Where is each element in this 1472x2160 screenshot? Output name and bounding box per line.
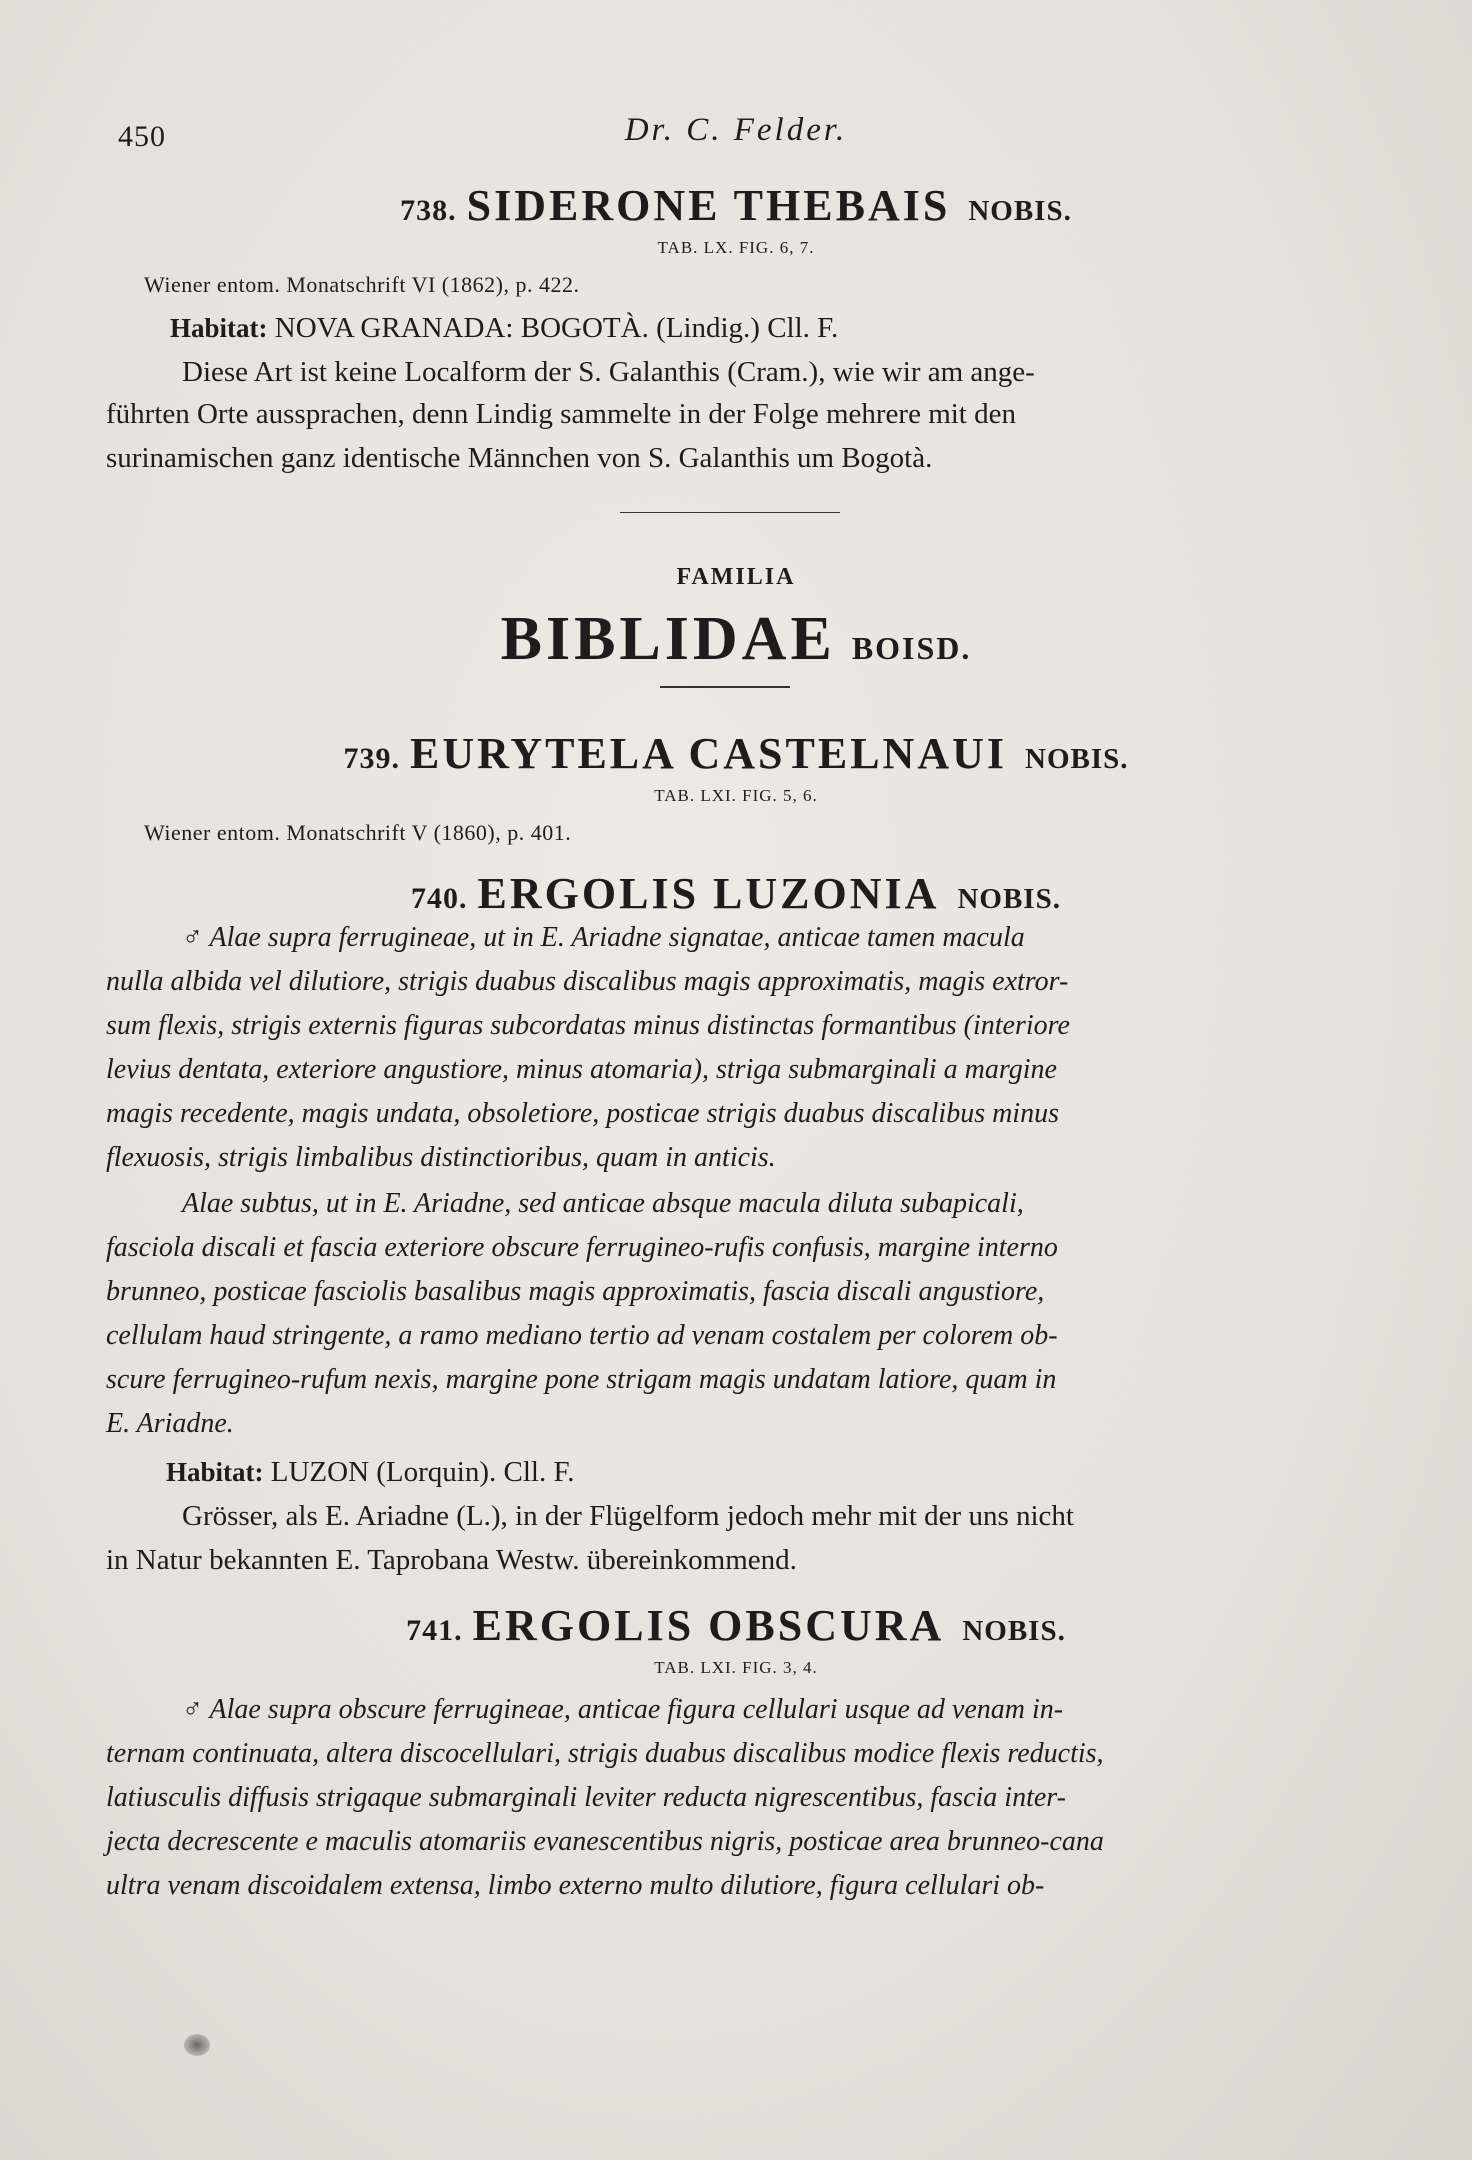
page-number: 450 <box>118 120 166 153</box>
latin-description-line: levius dentata, exteriore angustiore, minus atomaria), striga submarginali a margine <box>106 1054 1057 1085</box>
species-number: 741. <box>406 1614 463 1647</box>
latin-description-line: fasciola discali et fascia exteriore obscure ferrugineo-rufis confusis, margine interno <box>106 1232 1058 1263</box>
habitat-text: LUZON (Lorquin). Cll. F. <box>270 1456 575 1488</box>
species-author: NOBIS. <box>962 1615 1066 1647</box>
family-label: FAMILIA <box>676 564 796 590</box>
body-line: Diese Art ist keine Localform der S. Galanthis (Cram.), wie wir am ange- <box>182 356 1035 388</box>
species-number: 740. <box>411 882 468 915</box>
species-author: NOBIS. <box>957 883 1061 915</box>
running-header-author: Dr. C. Felder. <box>624 112 848 148</box>
species-author: NOBIS. <box>968 195 1072 227</box>
latin-description-line: magis recedente, magis undata, obsoletiore, posticae strigis duabus discalibus minus <box>106 1098 1059 1129</box>
latin-description-line: ternam continuata, altera discocellulari, strigis duabus discalibus modice flexis reductis, <box>106 1738 1104 1769</box>
latin-description-line: E. Ariadne. <box>106 1408 234 1439</box>
literature-reference: Wiener entom. Monatschrift V (1860), p. 401. <box>144 820 572 845</box>
latin-description-line: nulla albida vel dilutiore, strigis duabus discalibus magis approximatis, magis extror- <box>106 966 1069 997</box>
latin-description-line: jecta decrescente e maculis atomariis evanescentibus nigris, posticae area brunneo-cana <box>106 1826 1104 1857</box>
plate-reference: TAB. LXI. FIG. 5, 6. <box>654 786 818 805</box>
species-name: EURYTELA CASTELNAUI <box>409 729 1007 778</box>
family-author: BOISD. <box>851 630 972 666</box>
species-name: ERGOLIS OBSCURA <box>472 1601 945 1650</box>
habitat-line <box>170 312 838 345</box>
body-line: führten Orte aussprachen, denn Lindig sammelte in der Folge mehrere mit den <box>106 398 1016 430</box>
species-number: 738. <box>400 194 457 227</box>
species-heading-741 <box>0 1600 1472 1651</box>
latin-description-line: scure ferrugineo-rufum nexis, margine pone strigam magis undatam latiore, quam in <box>106 1364 1057 1395</box>
latin-description-line: ♂ Alae supra ferrugineae, ut in E. Ariadne signatae, anticae tamen macula <box>182 922 1025 953</box>
plate-reference: TAB. LX. FIG. 6, 7. <box>657 238 815 257</box>
latin-description-line: flexuosis, strigis limbalibus distinctioribus, quam in anticis. <box>106 1142 776 1173</box>
paper-stain <box>184 2034 210 2056</box>
latin-description-line: ultra venam discoidalem extensa, limbo externo multo dilutiore, figura cellulari ob- <box>106 1870 1045 1901</box>
literature-reference: Wiener entom. Monatschrift VI (1862), p. 422. <box>144 272 580 297</box>
habitat-label: Habitat: <box>166 1457 264 1487</box>
latin-description-line: ♂ Alae supra obscure ferrugineae, anticae figura cellulari usque ad venam in- <box>182 1694 1064 1725</box>
body-line: surinamischen ganz identische Männchen von S. Galanthis um Bogotà. <box>106 442 933 474</box>
plate-reference: TAB. LXI. FIG. 3, 4. <box>654 1658 818 1677</box>
species-heading-740 <box>0 868 1472 919</box>
species-name: ERGOLIS LUZONIA <box>477 869 940 918</box>
section-divider <box>620 512 840 513</box>
body-line: Grösser, als E. Ariadne (L.), in der Flügelform jedoch mehr mit der uns nicht <box>182 1500 1074 1532</box>
latin-description-line: cellulam haud stringente, a ramo mediano tertio ad venam costalem per colorem ob- <box>106 1320 1058 1351</box>
species-author: NOBIS. <box>1025 743 1129 775</box>
habitat-text: NOVA GRANADA: BOGOTÀ. (Lindig.) Cll. F. <box>274 312 839 344</box>
family-name: BIBLIDAE <box>500 605 836 673</box>
family-heading <box>0 604 1472 675</box>
body-line: in Natur bekannten E. Taprobana Westw. übereinkommend. <box>106 1544 797 1576</box>
latin-description-line: Alae subtus, ut in E. Ariadne, sed anticae absque macula diluta subapicali, <box>182 1188 1024 1219</box>
species-heading-739 <box>0 728 1472 779</box>
habitat-label: Habitat: <box>170 313 268 343</box>
latin-description-line: sum flexis, strigis externis figuras subcordatas minus distinctas formantibus (interiore <box>106 1010 1070 1041</box>
family-rule <box>660 686 790 688</box>
species-name: SIDERONE THEBAIS <box>466 181 951 230</box>
species-heading-738 <box>0 180 1472 231</box>
latin-description-line: latiusculis diffusis strigaque submarginali leviter reducta nigrescentibus, fascia inter- <box>106 1782 1066 1813</box>
species-number: 739. <box>343 742 400 775</box>
habitat-line <box>166 1456 575 1489</box>
latin-description-line: brunneo, posticae fasciolis basalibus magis approximatis, fascia discali angustiore, <box>106 1276 1045 1307</box>
